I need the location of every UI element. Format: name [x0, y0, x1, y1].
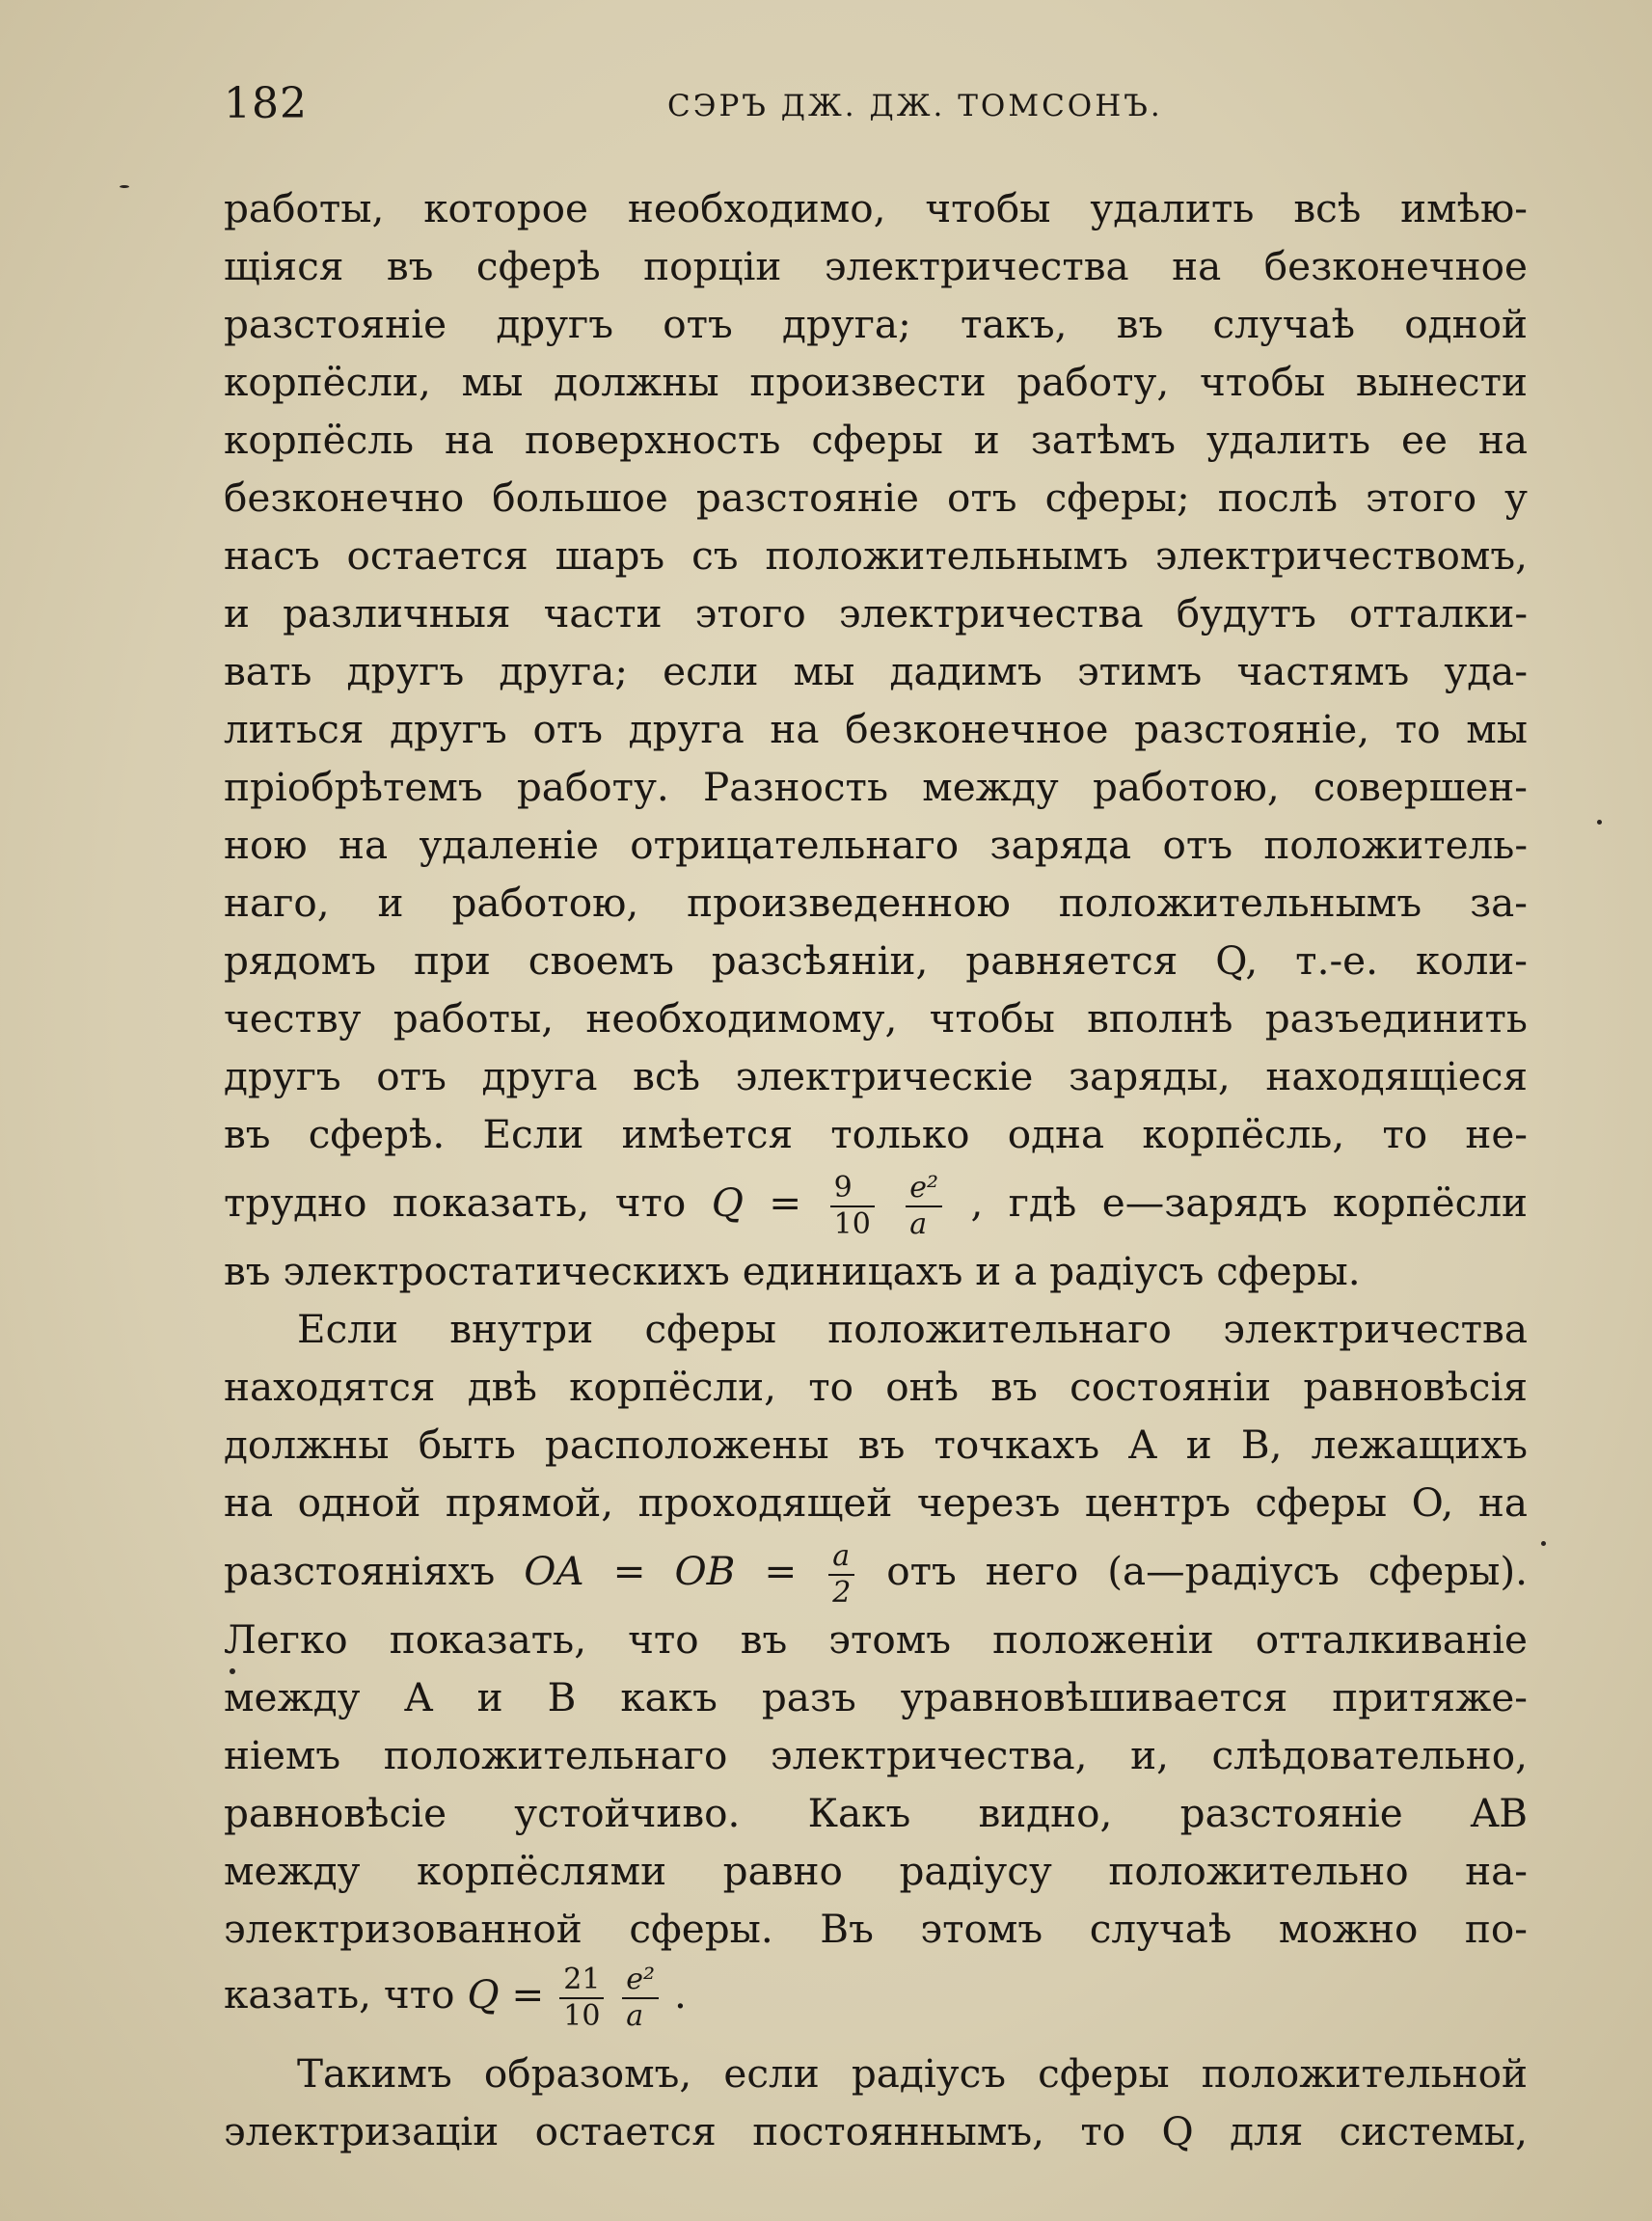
- text-line: электризованной сферы. Въ этомъ случаѣ можно по-: [224, 1906, 1528, 1952]
- equation-line-2: [224, 1531, 1528, 1611]
- text-line: равновѣсіе устойчиво. Какъ видно, разстояніе AB: [224, 1790, 1528, 1836]
- equation-suffix: , гдѣ e—зарядъ корпёсли: [970, 1179, 1529, 1226]
- fraction-denominator: a: [626, 1998, 644, 2033]
- fraction-numerator: e²: [906, 1174, 942, 1207]
- page-header: [224, 79, 1458, 137]
- fraction-denominator: a: [909, 1206, 928, 1241]
- text-line: и различныя части этого электричества будутъ отталки-: [224, 590, 1528, 637]
- equation-suffix: .: [673, 1971, 687, 2018]
- equation-line-3: [224, 1958, 1528, 2031]
- fraction-numerator: 21: [559, 1965, 604, 1999]
- fraction-e-squared-over-a: [622, 1962, 659, 2033]
- text-line: литься другъ отъ друга на безконечное разстояніе, то мы: [224, 706, 1528, 752]
- fraction-numerator: e²: [622, 1965, 659, 1999]
- ink-speck: [120, 185, 129, 188]
- text-line: рядомъ при своемъ разсѣяніи, равняется Q, т.-е. коли-: [224, 937, 1528, 984]
- text-line: корпёсли, мы должны произвести работу, чтобы вынести: [224, 359, 1528, 405]
- equation-prefix: разстояніяхъ: [224, 1548, 496, 1594]
- text-line: находятся двѣ корпёсли, то онѣ въ состояніи равновѣсія: [224, 1364, 1528, 1410]
- text-line: пріобрѣтемъ работу. Разность между работою, совершен-: [224, 764, 1528, 810]
- text-line: Легко показать, что въ этомъ положеніи отталкиваніе: [224, 1616, 1528, 1663]
- text-line: въ электростатическихъ единицахъ и a радіусъ сферы.: [224, 1248, 1361, 1294]
- equation-prefix: трудно показать, что: [224, 1179, 687, 1226]
- page-number: 182: [224, 79, 308, 128]
- text-line: въ сферѣ. Если имѣется только одна корпёсль, то не-: [224, 1111, 1528, 1157]
- equation-lhs: OA = OB =: [524, 1548, 798, 1594]
- fraction-numerator: 9: [830, 1174, 875, 1207]
- text-line: другъ отъ друга всѣ электрическіе заряды, находящіеся: [224, 1053, 1528, 1099]
- equation-suffix: отъ него (a—радіусъ сферы).: [886, 1548, 1529, 1594]
- text-line: вать другъ друга; если мы дадимъ этимъ частямъ уда-: [224, 648, 1528, 694]
- paragraph-start-line: Если внутри сферы положительнаго электричества: [297, 1306, 1528, 1352]
- text-line: электризаціи остается постояннымъ, то Q для системы,: [224, 2108, 1528, 2154]
- text-line: безконечно большое разстояніе отъ сферы; послѣ этого у: [224, 474, 1528, 521]
- ink-speck: [1597, 820, 1602, 825]
- fraction-denominator: 10: [563, 1998, 601, 2033]
- equation-lhs: Q =: [467, 1971, 545, 2018]
- equation-prefix: казать, что: [224, 1971, 455, 2018]
- text-line: насъ остается шаръ съ положительнымъ электричествомъ,: [224, 532, 1528, 579]
- text-line: должны быть расположены въ точкахъ A и B, лежащихъ: [224, 1422, 1528, 1468]
- text-line: работы, которое необходимо, чтобы удалить всѣ имѣю-: [224, 185, 1528, 231]
- body-text: [224, 179, 1528, 2160]
- text-line: на одной прямой, проходящей черезъ центръ сферы O, на: [224, 1479, 1528, 1526]
- text-line: наго, и работою, произведенною положительнымъ за-: [224, 880, 1528, 926]
- text-line: ніемъ положительнаго электричества, и, слѣдовательно,: [224, 1732, 1528, 1778]
- text-line: корпёсль на поверхность сферы и затѣмъ удалить ее на: [224, 417, 1528, 463]
- fraction-twenty-one-tenths: [559, 1962, 604, 2033]
- equation-line-1: [224, 1163, 1528, 1242]
- paragraph-gap: [224, 2031, 1528, 2045]
- paragraph-start-line: Такимъ образомъ, если радіусъ сферы положительной: [297, 2050, 1528, 2097]
- text-line: ною на удаленіе отрицательнаго заряда отъ положитель-: [224, 822, 1528, 868]
- fraction-numerator: a: [828, 1542, 854, 1576]
- fraction-denominator: 10: [833, 1206, 871, 1241]
- fraction-e-squared-over-a: [906, 1170, 942, 1241]
- ink-speck: [230, 1668, 235, 1674]
- fraction-denominator: 2: [832, 1575, 852, 1610]
- text-line: между A и B какъ разъ уравновѣшивается притяже-: [224, 1674, 1528, 1720]
- fraction-nine-tenths: [830, 1170, 875, 1241]
- text-line: разстояніе другъ отъ друга; такъ, въ случаѣ одной: [224, 301, 1528, 347]
- running-head: СЭРЪ ДЖ. ДЖ. ТОМСОНЪ.: [667, 89, 1163, 123]
- equation-lhs: Q =: [711, 1179, 802, 1226]
- ink-speck: [1541, 1541, 1546, 1546]
- fraction-a-over-two: [828, 1538, 854, 1610]
- text-line: между корпёслями равно радіусу положительно на-: [224, 1848, 1528, 1894]
- text-line: щіяся въ сферѣ порціи электричества на безконечное: [224, 243, 1528, 289]
- text-line: честву работы, необходимому, чтобы вполнѣ разъединить: [224, 995, 1528, 1042]
